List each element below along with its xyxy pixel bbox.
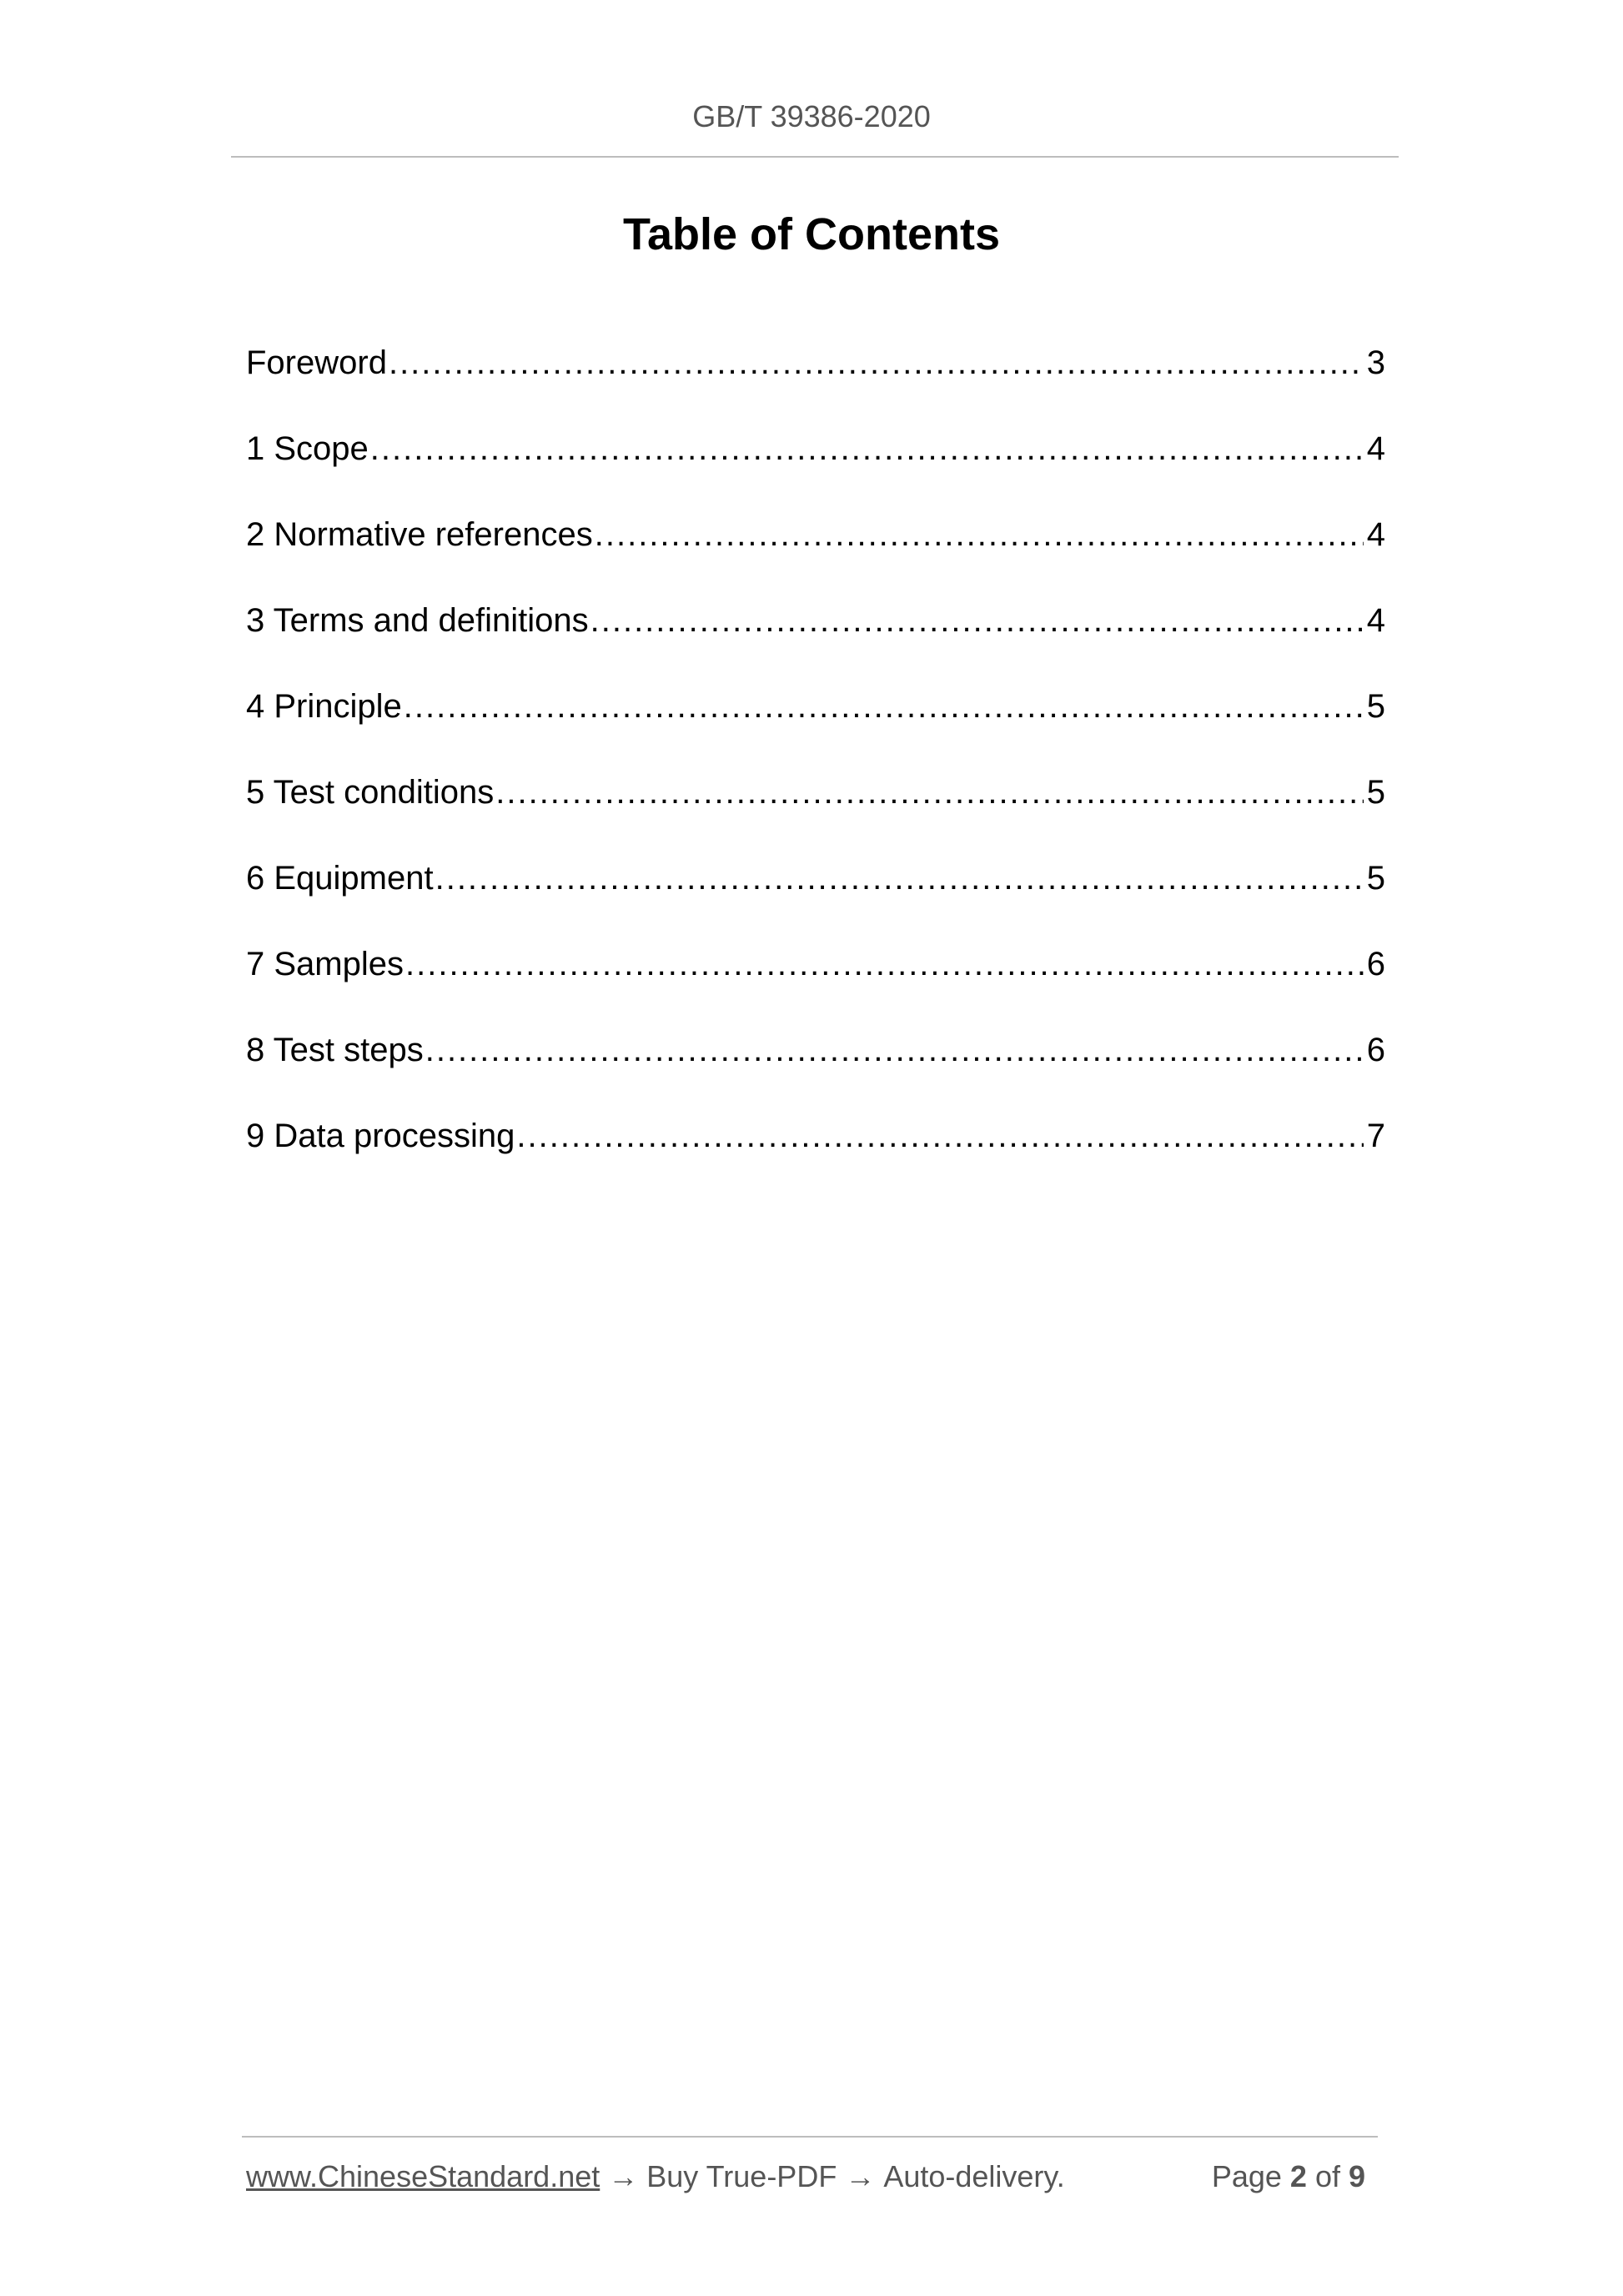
page-number xyxy=(1212,2156,1374,2198)
toc-entry-page: 5 xyxy=(1366,774,1385,811)
toc-entry-page: 7 xyxy=(1366,1118,1385,1154)
toc-entry-page: 6 xyxy=(1366,946,1385,982)
toc-dot-leader xyxy=(404,681,1364,731)
toc-dot-leader xyxy=(370,424,1364,474)
arrow-right-icon: → xyxy=(845,2159,876,2193)
toc-dot-leader xyxy=(495,767,1364,817)
toc-entry-page: 5 xyxy=(1366,688,1385,725)
toc-entry-page: 5 xyxy=(1366,860,1385,897)
toc-entry-page: 4 xyxy=(1366,602,1385,639)
toc-entry-data-processing[interactable] xyxy=(246,1111,1385,1197)
website-link[interactable]: www.ChineseStandard.net xyxy=(246,2159,600,2193)
toc-entry-terms-and-definitions[interactable] xyxy=(246,595,1385,681)
toc-dot-leader xyxy=(435,853,1364,903)
page-word: Page xyxy=(1211,2159,1282,2193)
toc-entry-label: 4 Principle xyxy=(246,688,402,725)
toc-entry-label: 9 Data processing xyxy=(246,1118,515,1154)
toc-entry-samples[interactable] xyxy=(246,939,1385,1025)
current-page-number: 2 xyxy=(1289,2159,1307,2193)
toc-dot-leader xyxy=(595,510,1364,560)
toc-dot-leader xyxy=(389,338,1364,388)
toc-entry-page: 4 xyxy=(1366,430,1385,467)
toc-entry-label: 5 Test conditions xyxy=(246,774,495,811)
footer-divider xyxy=(242,2136,1378,2138)
toc-entry-page: 4 xyxy=(1366,516,1385,553)
toc-entry-label: Foreword xyxy=(246,344,387,381)
toc-title: Table of Contents xyxy=(623,209,1000,259)
toc-entry-principle[interactable] xyxy=(246,681,1385,767)
toc-entry-label: 2 Normative references xyxy=(246,516,593,553)
toc-entry-scope[interactable] xyxy=(246,424,1385,510)
toc-entry-foreword[interactable] xyxy=(246,338,1385,424)
toc-entry-test-conditions[interactable] xyxy=(246,767,1385,853)
toc-entry-label: 7 Samples xyxy=(246,946,404,982)
toc-entry-page: 6 xyxy=(1366,1032,1385,1068)
toc-entry-label: 3 Terms and definitions xyxy=(246,602,589,639)
toc-list xyxy=(246,338,1385,1197)
header-divider xyxy=(231,156,1399,158)
page-footer xyxy=(246,2156,1382,2198)
toc-entry-normative-references[interactable] xyxy=(246,510,1385,595)
toc-dot-leader xyxy=(425,1025,1364,1075)
toc-dot-leader xyxy=(590,595,1364,646)
arrow-right-icon: → xyxy=(608,2159,639,2193)
toc-dot-leader xyxy=(405,939,1364,989)
footer-step-buy: Buy True-PDF xyxy=(646,2159,837,2193)
toc-entry-label: 1 Scope xyxy=(246,430,369,467)
toc-entry-page: 3 xyxy=(1366,344,1385,381)
toc-dot-leader xyxy=(516,1111,1363,1161)
running-header: GB/T 39386-2020 xyxy=(692,99,931,133)
footer-step-delivery: Auto-delivery. xyxy=(883,2159,1065,2193)
of-word: of xyxy=(1314,2159,1340,2193)
toc-entry-label: 6 Equipment xyxy=(246,860,434,897)
toc-entry-label: 8 Test steps xyxy=(246,1032,424,1068)
footer-promo xyxy=(246,2156,1065,2198)
toc-entry-equipment[interactable] xyxy=(246,853,1385,939)
toc-entry-test-steps[interactable] xyxy=(246,1025,1385,1111)
total-pages-number: 9 xyxy=(1348,2159,1365,2193)
